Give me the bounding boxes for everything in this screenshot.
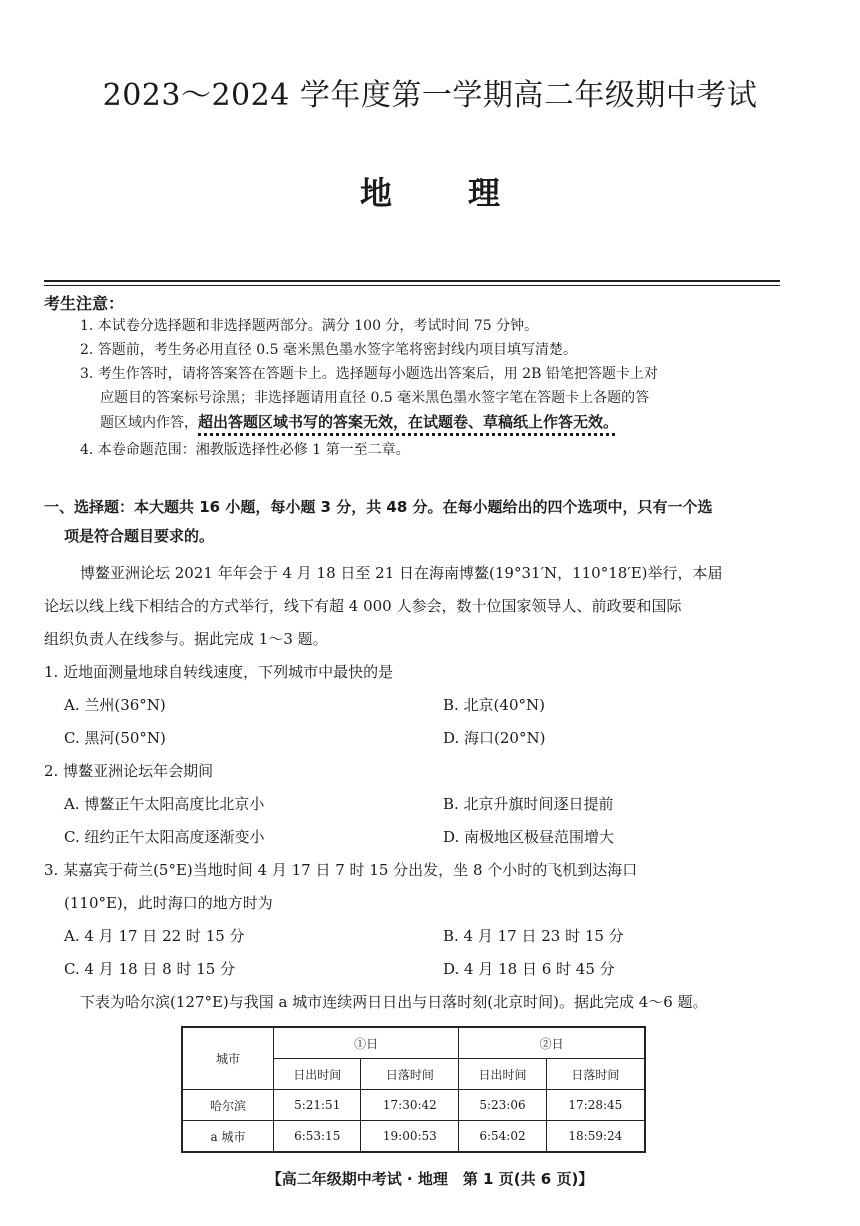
question-3-option-c: C. 4 月 18 日 8 时 15 分 [64, 960, 236, 978]
table-cell: 5:21:51 [274, 1090, 361, 1121]
passage-line-1: 博鳌亚洲论坛 2021 年年会于 4 月 18 日至 21 日在海南博鳌(19°31′N，110°18′E)举行，本届 [80, 564, 723, 582]
question-1-option-b: B. 北京(40°N) [443, 696, 545, 714]
question-3-stem: 3. 某嘉宾于荷兰(5°E)当地时间 4 月 17 日 7 时 15 分出发，坐 8 个小时的飞机到达海口 [44, 861, 638, 879]
table-row [182, 1121, 645, 1153]
question-2-option-a: A. 博鳌正午太阳高度比北京小 [64, 795, 265, 813]
subject-char-2: 理 [468, 174, 501, 212]
notice-item-4: 4. 本卷命题范围：湘教版选择性必修 1 第一至二章。 [80, 442, 410, 458]
notice-item-3-cont2 [100, 410, 618, 435]
table-subheader: 日落时间 [546, 1059, 645, 1090]
table-cell: 17:28:45 [546, 1090, 645, 1121]
header-rule-thin [44, 285, 780, 286]
question-2-option-c: C. 纽约正午太阳高度逐渐变小 [64, 828, 265, 846]
section-heading: 一、选择题：本大题共 16 小题，每小题 3 分，共 48 分。在每小题给出的四个选项中，只有一个选 [44, 498, 713, 516]
question-2-stem: 2. 博鳌亚洲论坛年会期间 [44, 762, 214, 780]
question-3-option-b: B. 4 月 17 日 23 时 15 分 [443, 927, 624, 945]
table-cell: 19:00:53 [361, 1121, 459, 1153]
table-cell: 5:23:06 [459, 1090, 546, 1121]
page-footer: 【高二年级期中考试 · 地理 第 1 页(共 6 页)】 [266, 1170, 594, 1188]
day1-header: ①日 [274, 1027, 459, 1059]
table-header-row [182, 1027, 645, 1059]
subject-title [0, 168, 860, 214]
notice-item-1: 1. 本试卷分选择题和非选择题两部分。满分 100 分，考试时间 75 分钟。 [80, 318, 539, 334]
notice-emphasis: 超出答题区域书写的答案无效，在试题卷、草稿纸上作答无效。 [198, 413, 619, 431]
question-3-option-a: A. 4 月 17 日 22 时 15 分 [64, 927, 245, 945]
passage-line-3: 组织负责人在线参与。据此完成 1～3 题。 [44, 630, 328, 648]
exam-title: 2023～2024 学年度第一学期高二年级期中考试 [102, 78, 758, 113]
table-subheader: 日出时间 [459, 1059, 546, 1090]
header-rule-thick [44, 280, 780, 282]
table-cell-city: 哈尔滨 [182, 1090, 274, 1121]
question-2-option-d: D. 南极地区极昼范围增大 [443, 828, 615, 846]
question-3-stem-cont: (110°E)，此时海口的地方时为 [64, 894, 273, 912]
question-3-option-d: D. 4 月 18 日 6 时 45 分 [443, 960, 615, 978]
table-cell: 17:30:42 [361, 1090, 459, 1121]
subject-char-1: 地 [359, 174, 392, 212]
notice-item-3: 3. 考生作答时，请将答案答在答题卡上。选择题每小题选出答案后，用 2B 铅笔把答题卡上对 [80, 366, 658, 382]
notice-item-2: 2. 答题前，考生务必用直径 0.5 毫米黑色墨水签字笔将密封线内项目填写清楚。 [80, 342, 577, 358]
sunrise-sunset-table [181, 1026, 646, 1153]
table-subheader: 日出时间 [274, 1059, 361, 1090]
question-1-option-a: A. 兰州(36°N) [64, 696, 166, 714]
table-subheader: 日落时间 [361, 1059, 459, 1090]
passage-line-2: 论坛以线上线下相结合的方式举行，线下有超 4 000 人参会，数十位国家领导人、前政要和国际 [44, 597, 682, 615]
notice-title: 考生注意： [44, 294, 125, 313]
table-row [182, 1090, 645, 1121]
day2-header: ②日 [459, 1027, 645, 1059]
table-cell: 18:59:24 [546, 1121, 645, 1153]
notice-item-3-cont: 应题目的答案标号涂黑；非选择题请用直径 0.5 毫米黑色墨水签字笔在答题卡上各题的答 [100, 390, 650, 406]
table-cell: 6:53:15 [274, 1121, 361, 1153]
question-1-option-d: D. 海口(20°N) [443, 729, 546, 747]
passage-2: 下表为哈尔滨(127°E)与我国 a 城市连续两日日出与日落时刻(北京时间)。据此完成 4～6 题。 [80, 993, 708, 1011]
table-cell: 6:54:02 [459, 1121, 546, 1153]
section-heading-cont: 项是符合题目要求的。 [64, 527, 215, 545]
question-2-option-b: B. 北京升旗时间逐日提前 [443, 795, 614, 813]
question-1-option-c: C. 黑河(50°N) [64, 729, 166, 747]
table-cell-city: a 城市 [182, 1121, 274, 1153]
city-header: 城市 [182, 1027, 274, 1090]
question-1-stem: 1. 近地面测量地球自转线速度，下列城市中最快的是 [44, 663, 394, 681]
notice-item-3-plain: 题区域内作答， [100, 415, 198, 431]
